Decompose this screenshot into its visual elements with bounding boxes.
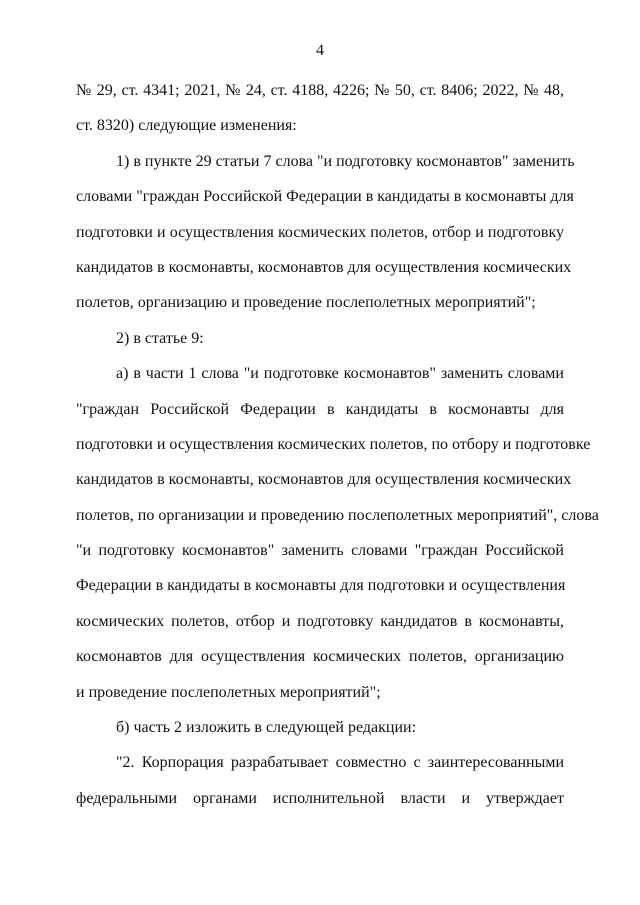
text-line-13: полетов, по организации и проведению послеполетных мероприятий", слова <box>76 506 599 524</box>
text-line-4: словами "граждан Российской Федерации в кандидаты в космонавты для <box>76 188 574 206</box>
text-line-19: б) часть 2 изложить в следующей редакции: <box>116 719 417 737</box>
text-line-16: космических полетов, отбор и подготовку кандидатов в космонавты, <box>76 612 564 630</box>
text-line-5: подготовки и осуществления космических полетов, отбор и подготовку <box>76 223 564 241</box>
text-line-1: № 29, ст. 4341; 2021, № 24, ст. 4188, 4226; № 50, ст. 8406; 2022, № 48, <box>76 82 564 99</box>
text-line-14: "и подготовку космонавтов" заменить словами "граждан Российской <box>76 542 564 560</box>
text-line-12: кандидатов в космонавты, космонавтов для осуществления космических <box>76 471 572 489</box>
text-line-10: "граждан Российской Федерации в кандидаты в космонавты для <box>76 400 564 418</box>
document-body <box>76 73 599 816</box>
text-line-8: 2) в статье 9: <box>116 329 204 347</box>
text-line-11: подготовки и осуществления космических полетов, по отбору и подготовке <box>76 435 591 453</box>
text-line-9: а) в части 1 слова "и подготовке космонавтов" заменить словами <box>116 365 564 383</box>
text-line-6: кандидатов в космонавты, космонавтов для осуществления космических <box>76 258 572 276</box>
text-line-2: ст. 8320) следующие изменения: <box>76 117 297 135</box>
text-line-7: полетов, организацию и проведение послеполетных мероприятий"; <box>76 294 536 312</box>
text-line-21: федеральными органами исполнительной власти и утверждает <box>76 789 564 807</box>
text-line-15: Федерации в кандидаты в космонавты для подготовки и осуществления <box>76 577 566 595</box>
page-number: 4 <box>316 42 324 59</box>
text-line-3: 1) в пункте 29 статьи 7 слова "и подготовку космонавтов" заменить <box>116 152 575 170</box>
text-line-20: "2. Корпорация разрабатывает совместно с заинтересованными <box>116 754 564 772</box>
text-line-17: космонавтов для осуществления космических полетов, организацию <box>76 648 564 666</box>
text-line-18: и проведение послеполетных мероприятий"; <box>76 683 381 701</box>
